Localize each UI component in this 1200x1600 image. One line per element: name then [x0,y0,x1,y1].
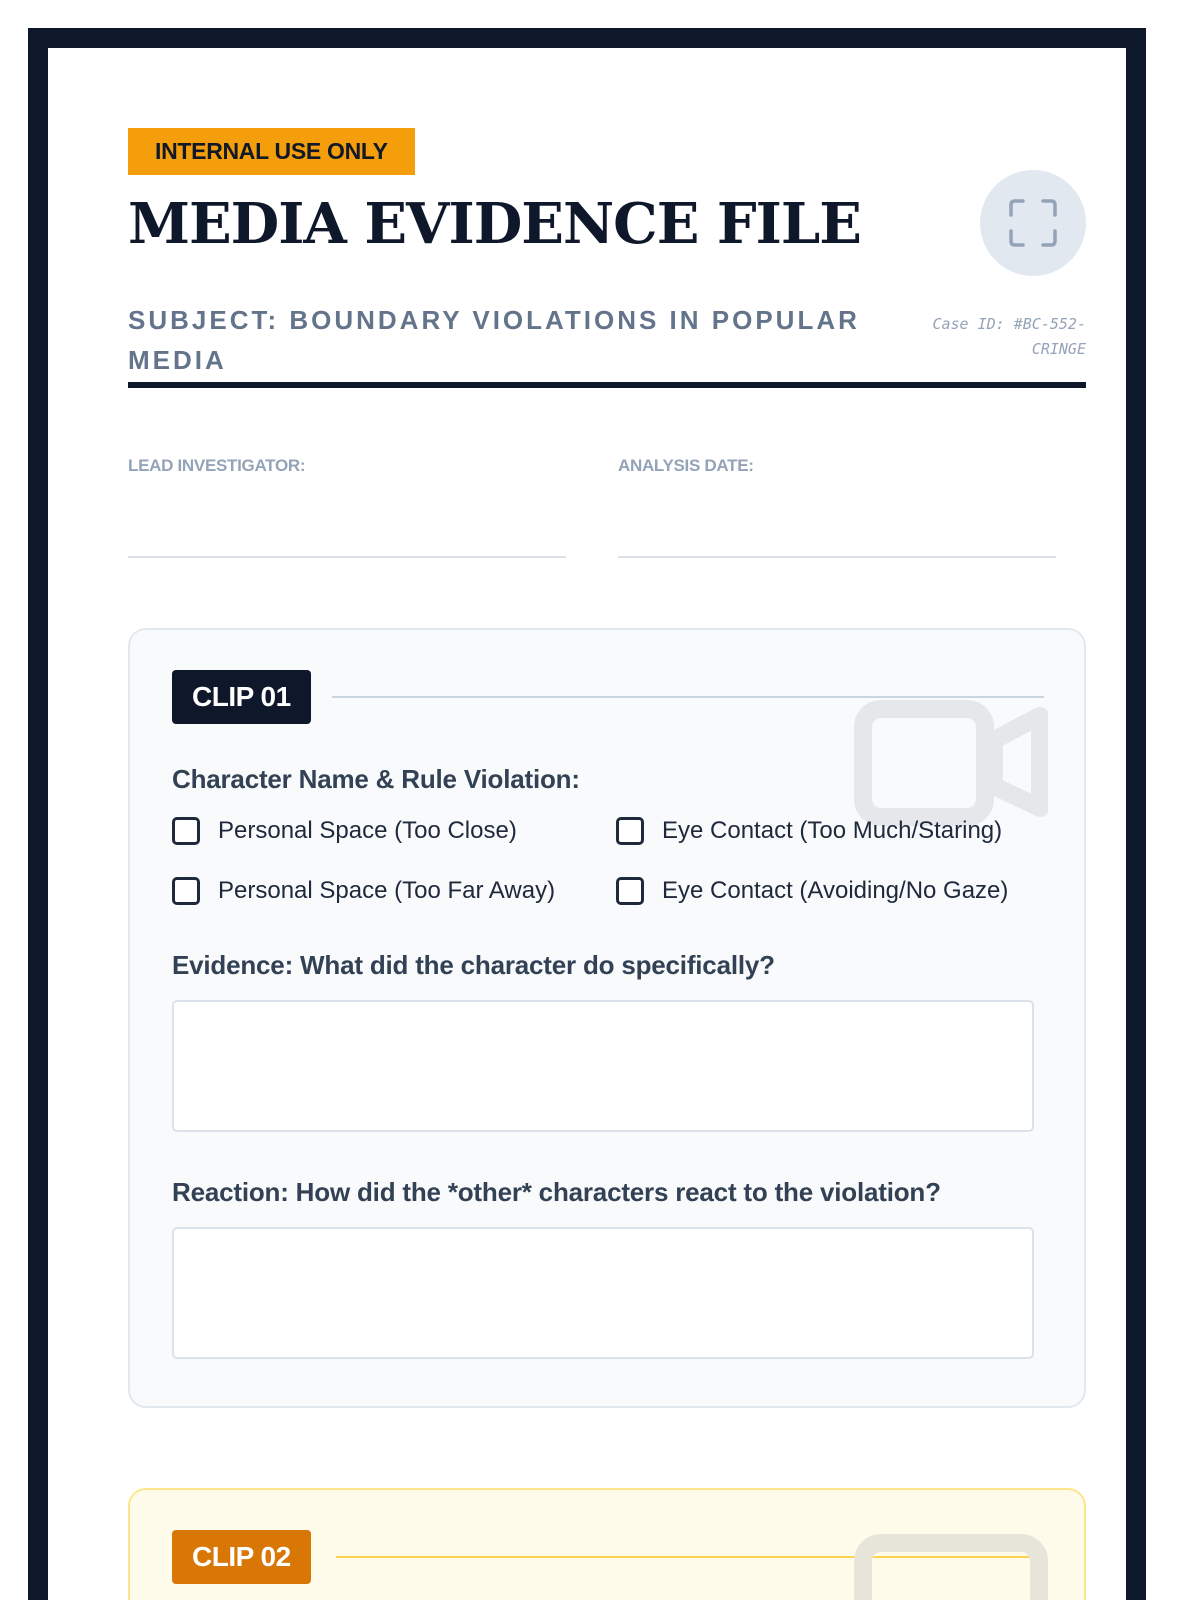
clip-badge: CLIP 02 [172,1530,311,1584]
page-subtitle: SUBJECT: BOUNDARY VIOLATIONS IN POPULAR MEDIA [128,305,860,375]
clip-card [128,1488,1086,1600]
case-id: Case ID: #BC-552-CRINGE [932,315,1086,358]
analysis-date-label: ANALYSIS DATE: [618,456,754,475]
option-label: Eye Contact (Avoiding/No Gaze) [662,877,1009,904]
option-too-far[interactable] [172,874,555,908]
clip-badge: CLIP 01 [172,670,311,724]
clip-divider [332,696,1044,698]
checkbox[interactable] [616,877,644,905]
reaction-textarea[interactable] [172,1227,1034,1359]
lead-investigator-field[interactable] [128,556,566,558]
page-title: MEDIA EVIDENCE FILE [128,191,861,257]
video-camera-icon [854,700,1048,826]
checkbox[interactable] [616,817,644,845]
option-staring[interactable] [616,814,1002,848]
video-camera-icon [854,1534,1048,1600]
option-label: Personal Space (Too Close) [218,817,517,844]
option-no-gaze[interactable] [616,874,1008,908]
option-label: Eye Contact (Too Much/Staring) [662,817,1003,844]
option-too-close[interactable] [172,814,517,848]
evidence-textarea[interactable] [172,1000,1034,1132]
analysis-date-field[interactable] [618,556,1056,558]
checkbox[interactable] [172,877,200,905]
scan-frame-icon [980,170,1086,276]
clip-card [128,628,1086,1408]
evidence-label: Evidence: What did the character do specifically? [172,950,775,980]
option-label: Personal Space (Too Far Away) [218,877,556,904]
internal-use-tag: INTERNAL USE ONLY [128,128,415,175]
lead-investigator-label: LEAD INVESTIGATOR: [128,456,306,475]
evidence-sheet [28,28,1146,1600]
header-divider [128,382,1086,388]
violation-label: Character Name & Rule Violation: [172,764,580,794]
reaction-label: Reaction: How did the *other* characters react to the violation? [172,1177,941,1207]
checkbox[interactable] [172,817,200,845]
